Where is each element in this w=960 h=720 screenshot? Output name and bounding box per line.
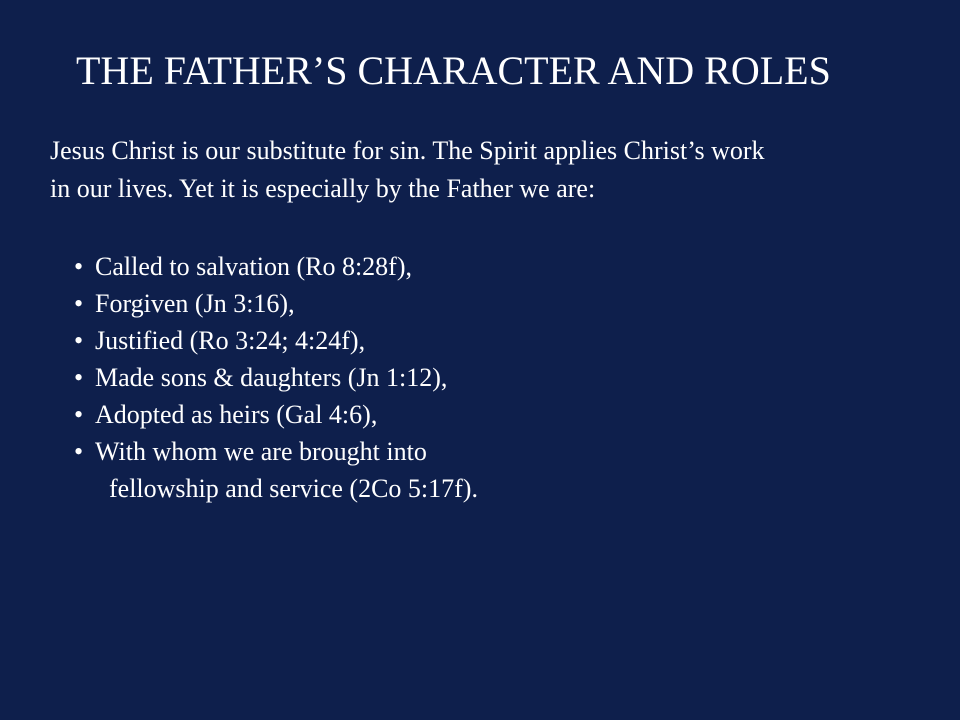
bullet-icon: • <box>74 326 84 355</box>
list-item-text: Called to salvation (Ro 8:28f), <box>95 252 413 281</box>
roles-list <box>74 248 874 507</box>
list-item <box>74 248 874 285</box>
intro-paragraph <box>50 132 940 208</box>
list-item-text: Made sons & daughters (Jn 1:12), <box>95 363 448 392</box>
list-item <box>74 322 874 359</box>
list-item <box>74 433 874 507</box>
list-item <box>74 285 874 322</box>
bullet-icon: • <box>74 289 84 318</box>
list-item-text: Justified (Ro 3:24; 4:24f), <box>95 326 366 355</box>
bullet-icon: • <box>74 400 84 429</box>
bullet-icon: • <box>74 252 84 281</box>
list-item <box>74 396 874 433</box>
list-item-text: Adopted as heirs (Gal 4:6), <box>95 400 378 429</box>
intro-line-2: in our lives. Yet it is especially by the Father we are: <box>50 174 596 203</box>
slide-title: THE FATHER’S CHARACTER AND ROLES <box>76 48 831 93</box>
list-item <box>74 359 874 396</box>
bullet-icon: • <box>74 437 84 466</box>
bullet-icon: • <box>74 363 84 392</box>
intro-line-1: Jesus Christ is our substitute for sin. The Spirit applies Christ’s work <box>50 136 765 165</box>
list-item-text: With whom we are brought into <box>95 437 427 466</box>
list-item-continuation: fellowship and service (2Co 5:17f). <box>109 474 478 503</box>
list-item-text: Forgiven (Jn 3:16), <box>95 289 295 318</box>
